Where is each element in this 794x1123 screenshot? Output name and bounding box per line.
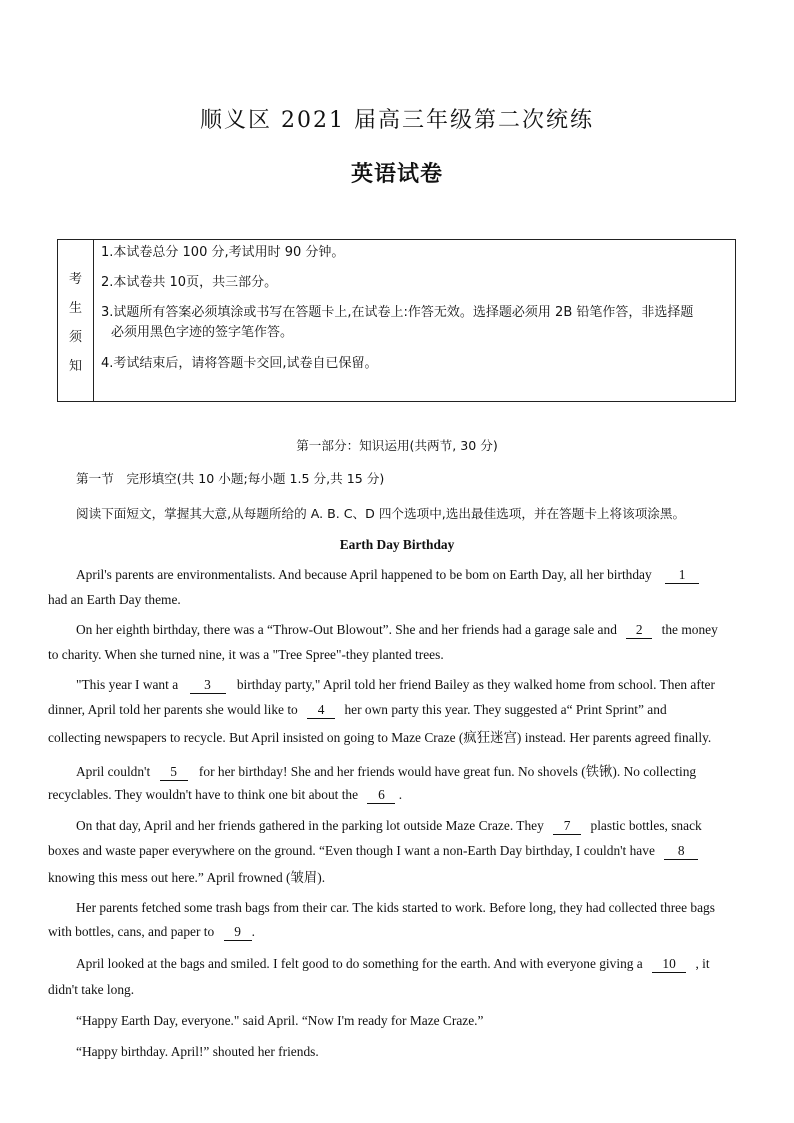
subsection-title: 第一节 完形填空(共 10 小题;每小题 1.5 分,共 15 分): [76, 471, 385, 486]
blank-10[interactable]: 10: [652, 957, 686, 973]
text-run: the money: [661, 622, 718, 637]
passage-line: with bottles, cans, and paper to 9 .: [48, 924, 255, 939]
blank-7[interactable]: 7: [553, 819, 581, 835]
text-run: , it: [695, 956, 710, 971]
passage-line: had an Earth Day theme.: [48, 592, 181, 607]
passage-line: [76, 818, 702, 835]
notice-box: [57, 239, 736, 402]
passage-line: knowing this mess out here.” April frowned (皱眉).: [48, 870, 326, 885]
passage-line: recyclables. They wouldn't have to think one bit about the 6 .: [48, 787, 403, 802]
blank-1[interactable]: 1: [665, 568, 699, 584]
text-run: her own party this year. They suggested a“ Print Sprint” and: [344, 702, 667, 717]
notice-label-char: 生: [68, 300, 82, 316]
notice-item: 1.本试卷总分 100 分,考试用时 90 分钟。: [101, 245, 345, 260]
exam-subtitle: 英语试卷: [350, 161, 443, 187]
notice-item: 4.考试结束后，请将答题卡交回,试卷自已保留。: [101, 355, 378, 371]
notice-label-char: 须: [68, 329, 82, 345]
passage-line: “Happy Earth Day, everyone." said April. “Now I'm ready for Maze Craze.”: [76, 1013, 484, 1028]
text-run: recyclables. They wouldn't have to think one bit about the: [48, 787, 359, 802]
blank-6[interactable]: 6: [367, 788, 395, 804]
text-run: April looked at the bags and smiled. I felt good to do something for the earth. And with everyone giving a: [76, 956, 643, 971]
instruction: 阅读下面短文，掌握其大意,从每题所给的 A. B. C、D 四个选项中,选出最佳选项，并在答题卡上将该项涂黑。: [76, 506, 686, 521]
passage-line: [48, 702, 667, 719]
blank-3[interactable]: 3: [190, 678, 226, 694]
passage-line: [76, 622, 718, 639]
text-run: plastic bottles, snack: [590, 818, 702, 833]
text-run: dinner, April told her parents she would like to: [48, 702, 298, 717]
passage-line: Her parents fetched some trash bags from their car. The kids started to work. Before long, they had collected three bags: [76, 900, 715, 915]
passage-line: [48, 843, 698, 860]
passage-line: “Happy birthday. April!” shouted her friends.: [76, 1044, 319, 1059]
notice-label: [58, 240, 94, 401]
text-run: "This year I want a: [76, 677, 179, 692]
blank-4[interactable]: 4: [307, 703, 335, 719]
blank-8[interactable]: 8: [664, 844, 698, 860]
text-run: On that day, April and her friends gathered in the parking lot outside Maze Craze. They: [76, 818, 544, 833]
text-run: for her birthday! She and her friends would have great fun. No shovels (铁锹). No collecting: [198, 764, 697, 779]
text-run: April's parents are environmentalists. And because April happened to be bom on Earth Day, all her birthday: [76, 567, 652, 582]
blank-2[interactable]: 2: [626, 623, 652, 639]
notice-item: 3.试题所有答案必须填涂或书写在答题卡上,在试卷上:作答无效。选择题必须用 2B 铅笔作答，非选择题: [101, 305, 694, 321]
notice-item-continued: 必须用黑色字迹的签字笔作答。: [111, 325, 294, 341]
blank-9[interactable]: 9: [224, 925, 252, 941]
text-run: On her eighth birthday, there was a “Throw-Out Blowout”. She and her friends had a garage sale and: [76, 622, 617, 637]
exam-title: 顺义区 2021 届高三年级第二次统练: [200, 108, 594, 133]
text-run: birthday party," April told her friend Bailey as they walked home from school. Then after: [236, 677, 715, 692]
passage-line: [76, 956, 710, 973]
passage-line: collecting newspapers to recycle. But April insisted on going to Maze Craze (疯狂迷宫) instead. Her parents agreed finally.: [48, 730, 712, 745]
text-run: boxes and waste paper everywhere on the ground. “Even though I want a non-Earth Day birthday, I couldn't have: [48, 843, 655, 858]
text-run: with bottles, cans, and paper to: [48, 924, 215, 939]
notice-label-char: 知: [68, 358, 82, 374]
passage-title: Earth Day Birthday: [339, 537, 455, 552]
passage-line: [76, 761, 696, 781]
passage-line: [76, 677, 715, 694]
part-title: 第一部分：知识运用(共两节, 30 分): [296, 438, 498, 453]
passage-line: to charity. When she turned nine, it was a "Tree Spree"-they planted trees.: [48, 647, 444, 662]
notice-body: [94, 240, 735, 401]
notice-item: 2.本试卷共 10页，共三部分。: [101, 275, 278, 291]
text-run: April couldn't: [76, 764, 151, 779]
blank-5[interactable]: 5: [160, 765, 188, 781]
passage-line: didn't take long.: [48, 982, 135, 997]
passage-line: [76, 567, 699, 584]
notice-label-char: 考: [68, 271, 82, 287]
